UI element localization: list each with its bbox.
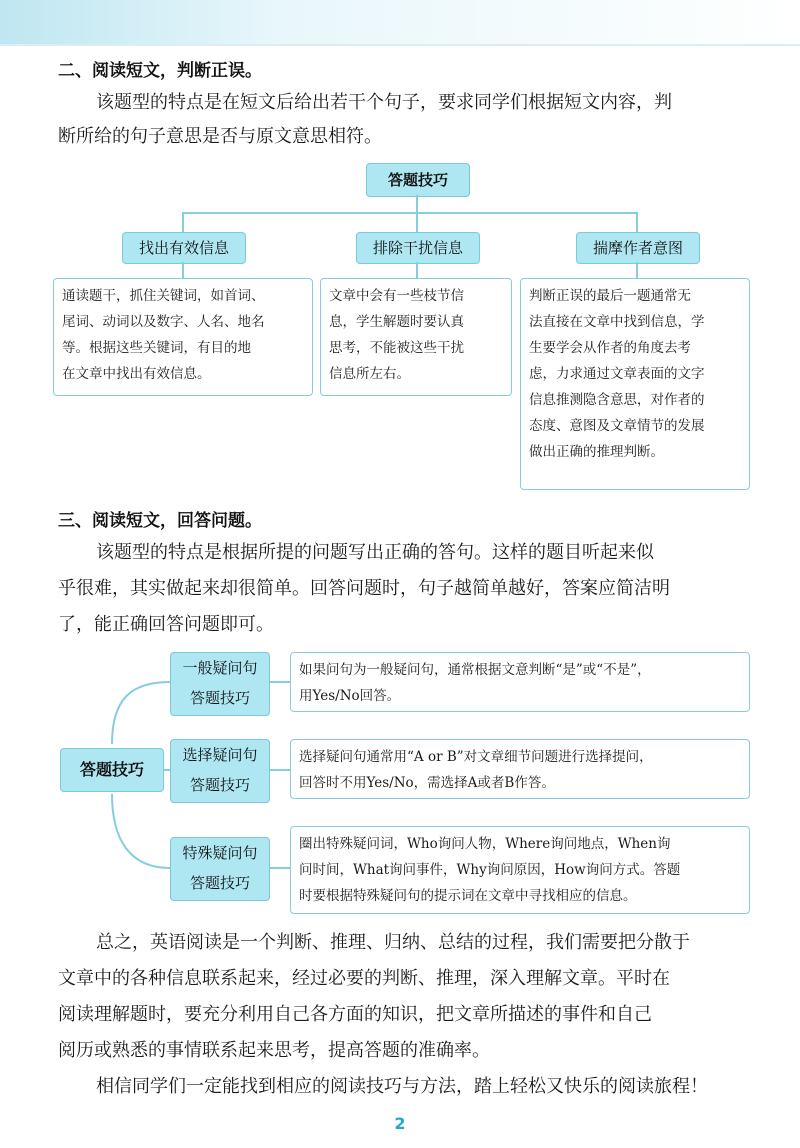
box-line: 判断正误的最后一题通常无 — [529, 288, 691, 304]
box-line: 法直接在文章中找到信息，学 — [529, 314, 705, 330]
box-line: 尾词、动词以及数字、人名、地名 — [62, 314, 265, 330]
branch-label-line: 答题技巧 — [189, 776, 250, 794]
box-line: 回答时不用Yes/No，需选择A或者B作答。 — [299, 775, 555, 791]
diagram1-branch-label: 找出有效信息 — [122, 232, 246, 264]
branch-label-line: 一般疑问句 — [182, 659, 258, 677]
section2-para-line2: 断所给的句子意思是否与原文意思相符。 — [58, 126, 382, 147]
diagram2-branch-label-3 — [170, 837, 270, 901]
section3-para-line: 了，能正确回答问题即可。 — [58, 614, 274, 635]
box-line: 态度、意图及文章情节的发展 — [529, 418, 705, 434]
box-line: 思考，不能被这些干扰 — [329, 340, 464, 356]
box-line: 等。根据这些关键词，有目的地 — [62, 340, 251, 356]
summary-line: 文章中的各种信息联系起来，经过必要的判断、推理，深入理解文章。平时在 — [58, 968, 670, 989]
diagram2-root: 答题技巧 — [60, 748, 164, 792]
box-line: 生要学会从作者的角度去考 — [529, 340, 691, 356]
page-number: 2 — [394, 1114, 406, 1133]
box-line: 虑，力求通过文章表面的文字 — [529, 366, 705, 382]
branch-label-line: 答题技巧 — [189, 689, 250, 707]
box-line: 如果问句为一般疑问句，通常根据文意判断“是”或“不是”， — [299, 662, 651, 678]
branch-label-line: 特殊疑问句 — [182, 844, 258, 862]
box-line: 信息推测隐含意思，对作者的 — [529, 392, 705, 408]
summary-line: 阅历或熟悉的事情联系起来思考，提高答题的准确率。 — [58, 1040, 490, 1061]
box-line: 通读题干，抓住关键词，如首词、 — [62, 288, 265, 304]
box-line: 问时间，What询问事件，Why询问原因，How询问方式。答题 — [299, 862, 681, 878]
diagram1-root: 答题技巧 — [366, 163, 470, 197]
section2-para-line1: 该题型的特点是在短文后给出若干个句子，要求同学们根据短文内容，判 — [96, 92, 672, 113]
diagram2-branch-label-1 — [170, 652, 270, 716]
box-line: 用Yes/No回答。 — [299, 688, 401, 704]
summary-line: 总之，英语阅读是一个判断、推理、归纳、总结的过程，我们需要把分散于 — [96, 932, 690, 953]
diagram1-connector — [636, 262, 638, 278]
summary-line: 相信同学们一定能找到相应的阅读技巧与方法，踏上轻松又快乐的阅读旅程！ — [96, 1076, 708, 1097]
box-line: 做出正确的推理判断。 — [529, 444, 664, 460]
box-line: 圈出特殊疑问词，Who询问人物，Where询问地点，When询 — [299, 836, 671, 852]
section3-para-line: 该题型的特点是根据所提的问题写出正确的答句。这样的题目听起来似 — [96, 542, 654, 563]
diagram1-box-2 — [320, 278, 512, 396]
branch-label-line: 答题技巧 — [189, 874, 250, 892]
diagram1-connector — [182, 212, 638, 214]
box-line: 选择疑问句通常用“A or B”对文章细节问题进行选择提问， — [299, 749, 653, 765]
box-line: 信息所左右。 — [329, 366, 410, 382]
section2-heading: 二、阅读短文，判断正误。 — [58, 61, 262, 81]
diagram2-box-2 — [290, 739, 750, 799]
diagram2-branch-label-2 — [170, 739, 270, 803]
diagram1-connector — [416, 262, 418, 278]
box-line: 息，学生解题时要认真 — [329, 314, 464, 330]
section3-heading: 三、阅读短文，回答问题。 — [58, 511, 262, 531]
diagram2-box-3 — [290, 826, 750, 914]
diagram1-connector — [182, 212, 184, 232]
box-line: 文章中会有一些枝节信 — [329, 288, 464, 304]
box-line: 在文章中找出有效信息。 — [62, 366, 211, 382]
section3-para-line: 乎很难，其实做起来却很简单。回答问题时，句子越简单越好，答案应简洁明 — [58, 578, 670, 599]
diagram1-connector — [636, 212, 638, 232]
diagram2-box-1 — [290, 652, 750, 712]
diagram1-box-1 — [53, 278, 313, 396]
branch-label-line: 选择疑问句 — [182, 746, 258, 764]
diagram1-branch-label: 揣摩作者意图 — [576, 232, 700, 264]
diagram1-connector — [182, 262, 184, 278]
diagram1-branch-label: 排除干扰信息 — [356, 232, 480, 264]
diagram1-connector — [416, 195, 418, 213]
box-line: 时要根据特殊疑问句的提示词在文章中寻找相应的信息。 — [299, 888, 637, 904]
diagram1-box-3 — [520, 278, 750, 490]
summary-line: 阅读理解题时，要充分利用自己各方面的知识，把文章所描述的事件和自己 — [58, 1004, 652, 1025]
diagram1-connector — [416, 212, 418, 232]
header-band — [0, 0, 800, 44]
